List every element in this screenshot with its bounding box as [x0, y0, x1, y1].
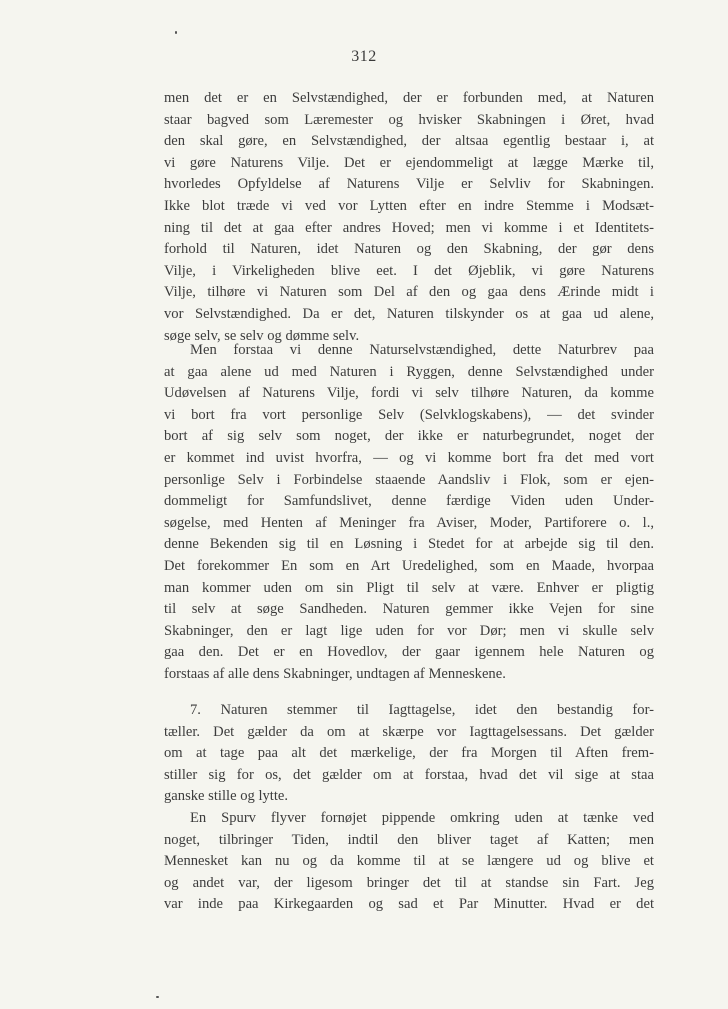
text-line: Udøvelsen af Naturens Vilje, fordi vi selv tilhøre Naturen, da komme [164, 385, 654, 402]
text-line: ganske stille og lytte. [164, 788, 289, 805]
text-line: Skabninger, den er lagt lige uden for vor Dør; men vi skulle selv [164, 622, 654, 639]
text-line: Vilje, i Virkeligheden blive eet. I det Øjeblik, vi gøre Naturens [164, 262, 654, 279]
text-line: vi gøre Naturens Vilje. Det er ejendommeligt at lægge Mærke til, [164, 154, 654, 171]
text-line: tæller. Det gælder da om at skærpe vor Iagttagelsessans. Det gælder [164, 723, 654, 740]
text-line: dommeligt for Samfundslivet, denne færdige Viden uden Under- [164, 493, 654, 510]
text-line: staar bagved som Læremester og hvisker Skabningen i Øret, hvad [164, 111, 654, 128]
section-7 [164, 700, 654, 916]
text-line: Men forstaa vi denne Naturselvstændighed, dette Naturbrev paa [190, 342, 654, 358]
text-line: vor Selvstændighed. Da er det, Naturen tilskynder os at gaa ud alene, [164, 305, 654, 322]
text-line: søge selv, se selv og dømme selv. [164, 327, 360, 344]
ink-speck [175, 31, 177, 34]
text-line: Det forekommer En som en Art Uredelighed, som en Maade, hvorpaa [164, 557, 654, 574]
text-line: søgelse, med Henten af Meninger fra Aviser, Moder, Partiforere o. l., [164, 514, 654, 531]
paragraph-continuation [164, 88, 654, 347]
text-line: En Spurv flyver fornøjet pippende omkring uden at tænke ved [190, 809, 654, 826]
text-line: men det er en Selvstændighed, der er forbunden med, at Naturen [164, 90, 654, 106]
text-line: at gaa alene ud med Naturen i Ryggen, denne Selvstændighed under [164, 363, 654, 380]
text-line: man kommer uden om sin Pligt til selv at være. Enhver er pligtig [164, 579, 654, 596]
text-line: vi bort fra vort personlige Selv (Selvklogskabens), — det svinder [164, 406, 654, 423]
paragraph [164, 340, 654, 686]
text-line: er kommet ind uvist hvorfra, — og vi komme bort fra det med vort [164, 449, 654, 466]
text-line: den skal gøre, en Selvstændighed, der altsaa egentlig bestaar i, at [164, 133, 654, 150]
text-line: til selv at søge Sandheden. Naturen gemmer ikke Vejen for sine [164, 601, 654, 618]
text-line: gaa den. Det er en Hovedlov, der gaar igennem hele Naturen og [164, 644, 654, 661]
page-number: 312 [351, 48, 377, 65]
text-line: denne Bekenden sig til en Løsning i Stedet for at arbejde sig til den. [164, 536, 654, 553]
text-line: Ikke blot træde vi ved vor Lytten efter en indre Stemme i Modsæt- [164, 197, 654, 214]
text-line: og andet var, der ligesom bringer det til at standse sin Fart. Jeg [164, 874, 654, 891]
text-line: Mennesket kan nu og da komme til at se længere ud og blive et [164, 853, 654, 870]
text-line: forstaas af alle dens Skabninger, undtagen af Menneskene. [164, 665, 506, 682]
ink-speck [156, 996, 159, 998]
text-line: bort af sig selv som noget, der ikke er naturbegrundet, noget der [164, 428, 654, 445]
text-line: stiller sig for os, det gælder om at forstaa, hvad det vil sige at staa [164, 766, 654, 783]
section-heading-line: 7. Naturen stemmer til Iagttagelse, idet den bestandig for- [190, 702, 654, 718]
text-line: var inde paa Kirkegaarden og sad et Par Minutter. Hvad er det [164, 896, 654, 913]
text-line: forhold til Naturen, idet Naturen og den Skabning, der gør dens [164, 241, 654, 258]
text-line: noget, tilbringer Tiden, indtil den bliver taget af Katten; men [164, 831, 654, 848]
text-line: ning til det at gaa efter andres Hoved; men vi komme i et Identitets- [164, 219, 654, 236]
text-line: Vilje, tilhøre vi Naturen som Del af den og gaa dens Ærinde midt i [164, 284, 654, 301]
text-line: hvorledes Opfyldelse af Naturens Vilje er Selvliv for Skabningen. [164, 176, 654, 193]
text-line: om at tage paa alt det mærkelige, der fra Morgen til Aften frem- [164, 745, 654, 762]
text-line: personlige Selv i Forbindelse staaende Aandsliv i Flok, som er ejen- [164, 471, 654, 488]
